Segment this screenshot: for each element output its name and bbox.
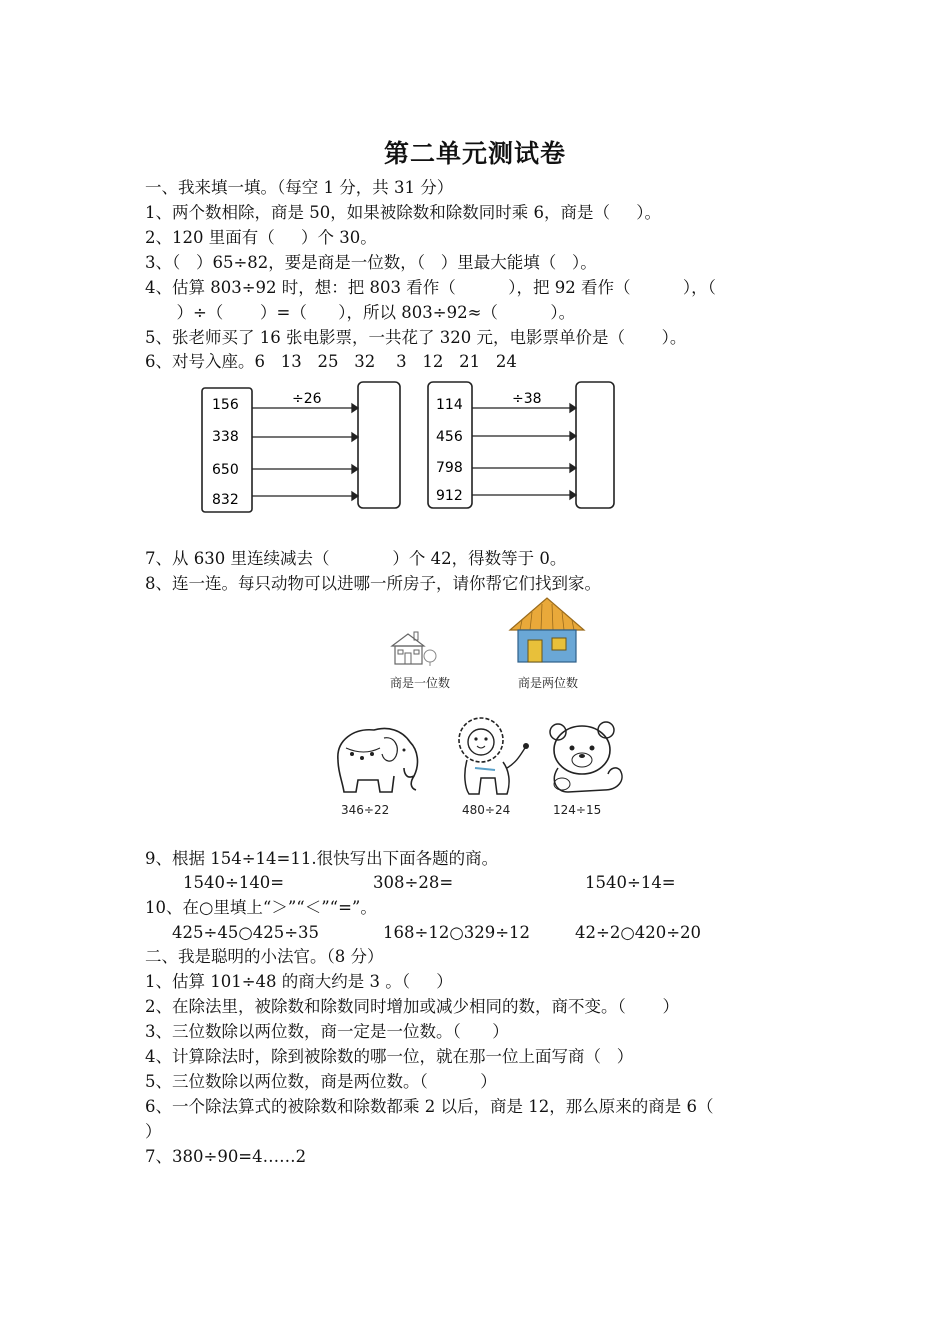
answer-box <box>576 382 614 508</box>
question-5: 5、张老师买了 16 张电影票，一共花了 320 元，电影票单价是（ ）。 <box>145 328 687 347</box>
number-item: 338 <box>212 429 239 445</box>
answer-box <box>358 382 400 508</box>
number-item: 156 <box>212 397 239 413</box>
judge-item-2: 2、在除法里，被除数和除数同时增加或减少相同的数，商不变。（ ） <box>145 997 679 1016</box>
question-1: 1、两个数相除，商是 50，如果被除数和除数同时乘 6，商是（ ）。 <box>145 203 661 222</box>
number-item: 650 <box>212 462 239 478</box>
operator-label: ÷38 <box>512 391 542 407</box>
question-7: 7、从 630 里连续减去（ ）个 42，得数等于 0。 <box>145 549 567 568</box>
big-house-icon <box>508 596 586 666</box>
judge-item-7: 7、380÷90=4……2 <box>145 1147 307 1166</box>
section1-heading: 一、我来填一填。（每空 1 分，共 31 分） <box>145 178 454 197</box>
judge-item-3: 3、三位数除以两位数，商一定是一位数。（ ） <box>145 1022 509 1041</box>
q9-item: 1540÷140= <box>183 873 285 892</box>
bear-icon <box>546 718 628 796</box>
page-title: 第二单元测试卷 <box>383 139 566 168</box>
question-6: 6、对号入座。6 13 25 32 3 12 21 24 <box>145 352 517 371</box>
q9-item: 308÷28= <box>373 873 454 892</box>
animal-label-elephant: 346÷22 <box>341 803 390 817</box>
number-item: 798 <box>436 460 463 476</box>
division-diagram-left <box>200 380 410 514</box>
operator-label: ÷26 <box>292 391 322 407</box>
animal-label-bear: 124÷15 <box>553 803 602 817</box>
division-diagram-right <box>426 380 626 514</box>
judge-item-4: 4、计算除法时，除到被除数的哪一位，就在那一位上面写商（ ） <box>145 1047 634 1066</box>
elephant-icon <box>330 720 426 798</box>
number-item: 832 <box>212 492 239 508</box>
number-item: 912 <box>436 488 463 504</box>
q10-item: 42÷2○420÷20 <box>575 923 702 942</box>
house-label-two-digit: 商是两位数 <box>518 676 579 690</box>
q10-item: 168÷12○329÷12 <box>383 923 531 942</box>
section2-heading: 二、我是聪明的小法官。（8 分） <box>145 947 384 966</box>
judge-item-6-cont: ） <box>145 1122 162 1141</box>
number-item: 114 <box>436 397 463 413</box>
small-house-icon <box>388 628 440 668</box>
question-8: 8、连一连。每只动物可以进哪一所房子，请你帮它们找到家。 <box>145 574 601 593</box>
judge-item-5: 5、三位数除以两位数，商是两位数。（ ） <box>145 1072 497 1091</box>
question-2: 2、120 里面有（ ）个 30。 <box>145 228 377 247</box>
lion-icon <box>455 712 533 800</box>
question-4-line2: ）÷（ ）=（ ），所以 803÷92≈（ ）。 <box>145 303 576 322</box>
question-10: 10、在○里填上“＞”“＜”“=”。 <box>145 898 377 917</box>
animal-label-lion: 480÷24 <box>462 803 511 817</box>
number-item: 456 <box>436 429 463 445</box>
question-3: 3、（ ）65÷82，要是商是一位数，（ ）里最大能填（ ）。 <box>145 253 597 272</box>
q9-item: 1540÷14= <box>585 873 676 892</box>
question-9: 9、根据 154÷14=11.很快写出下面各题的商。 <box>145 849 499 868</box>
house-label-single-digit: 商是一位数 <box>390 676 451 690</box>
q10-item: 425÷45○425÷35 <box>172 923 320 942</box>
question-4-line1: 4、估算 803÷92 时，想：把 803 看作（ ），把 92 看作（ ），（ <box>145 278 716 297</box>
judge-item-1: 1、估算 101÷48 的商大约是 3 。（ ） <box>145 972 453 991</box>
judge-item-6: 6、一个除法算式的被除数和除数都乘 2 以后，商是 12，那么原来的商是 6（ <box>145 1097 714 1116</box>
